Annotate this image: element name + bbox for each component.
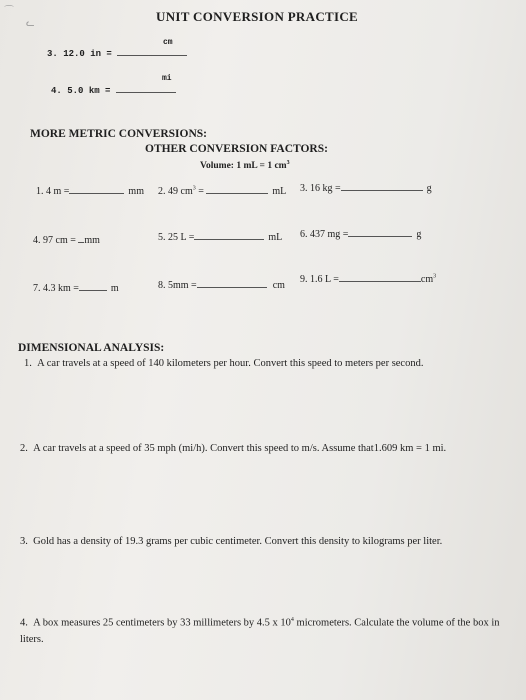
answer-blank[interactable] [348, 226, 412, 237]
item-lead: 9. 1.6 L = [300, 274, 339, 285]
answer-blank[interactable] [197, 277, 267, 288]
item-lead: 1. 4 m = [36, 186, 70, 197]
problem-4 [20, 612, 520, 648]
item-lead: 4. 97 cm = [33, 235, 79, 246]
item-lead: 3. 16 kg = [300, 183, 341, 194]
top-item-4 [51, 82, 176, 96]
top-item-4-unit: mi [162, 74, 172, 83]
item-lead: 2. 49 cm [158, 186, 193, 197]
item-text: 5.0 km = [67, 86, 111, 96]
item-unit: g [426, 183, 432, 194]
pencil-mark-top-left: ⌒ [4, 6, 14, 17]
answer-blank[interactable] [194, 229, 264, 240]
answer-blank[interactable] [341, 180, 423, 191]
problem-number: 1. [24, 358, 32, 369]
item-lead: 7. 4.3 km = [33, 283, 79, 294]
metric-item-7 [33, 280, 119, 294]
item-unit: mm [128, 186, 144, 197]
item-unit: mm [84, 235, 100, 246]
answer-blank[interactable] [79, 280, 107, 291]
metric-item-2 [158, 183, 286, 197]
problem-number: 4. [20, 617, 28, 629]
volume-factor [200, 160, 290, 171]
pencil-mark-left: ᓚ [26, 18, 35, 29]
answer-blank[interactable] [117, 45, 187, 56]
item-unit: cm [272, 280, 285, 291]
answer-blank[interactable] [116, 82, 176, 93]
metric-item-1 [36, 183, 144, 197]
volume-factor-text: Volume: 1 mL = 1 cm [200, 161, 287, 172]
item-unit: mL [268, 232, 283, 243]
answer-blank[interactable] [206, 183, 268, 194]
volume-factor-exponent: 3 [286, 160, 290, 166]
item-lead: 6. 437 mg = [300, 229, 349, 240]
answer-blank[interactable] [339, 271, 421, 282]
item-number: 3. [47, 49, 58, 59]
item-text: 12.0 in = [63, 49, 112, 59]
answer-blank[interactable] [69, 183, 124, 194]
item-unit: mL [272, 186, 287, 197]
problem-text: A car travels at a speed of 35 mph (mi/h). Convert this speed to m/s. Assume that1.609 km = 1 mi. [33, 443, 447, 454]
dimensional-analysis-heading: DIMENSIONAL ANALYSIS: [18, 342, 165, 354]
other-factors-heading: OTHER CONVERSION FACTORS: [145, 143, 328, 155]
problem-3 [20, 536, 520, 547]
item-unit: cm [420, 274, 434, 285]
item-tail: = [195, 186, 207, 197]
item-lead: 8. 5mm = [158, 280, 197, 291]
item-unit-exponent: 3 [433, 273, 437, 280]
item-unit: g [416, 229, 422, 240]
problem-1 [24, 358, 494, 369]
top-item-3-unit: cm [163, 38, 173, 47]
problem-2 [20, 441, 510, 457]
metric-conversions-heading: MORE METRIC CONVERSIONS: [30, 128, 207, 140]
item-unit: m [110, 283, 119, 294]
metric-item-8 [158, 277, 285, 291]
problem-text: A car travels at a speed of 140 kilometers per hour. Convert this speed to meters per second. [37, 358, 424, 369]
problem-text: Gold has a density of 19.3 grams per cubic centimeter. Convert this density to kilograms per liter. [33, 536, 443, 547]
metric-item-4 [33, 232, 100, 246]
metric-item-6 [300, 226, 421, 240]
metric-item-5 [158, 229, 282, 243]
metric-item-9 [300, 271, 436, 285]
problem-exponent: 4 [290, 617, 294, 623]
problem-number: 3. [20, 536, 28, 547]
problem-text-before: A box measures 25 centimeters by 33 millimeters by 4.5 x 10 [33, 617, 291, 629]
item-number: 4. [51, 86, 62, 96]
page-title: UNIT CONVERSION PRACTICE [156, 9, 358, 24]
problem-number: 2. [20, 443, 28, 454]
top-item-3 [47, 45, 187, 59]
item-lead: 5. 25 L = [158, 232, 195, 243]
problem-text-after: micrometers. Calculate the volume of the box in liters. [20, 617, 500, 645]
item-exponent: 3 [192, 185, 196, 192]
metric-item-3 [300, 180, 432, 194]
